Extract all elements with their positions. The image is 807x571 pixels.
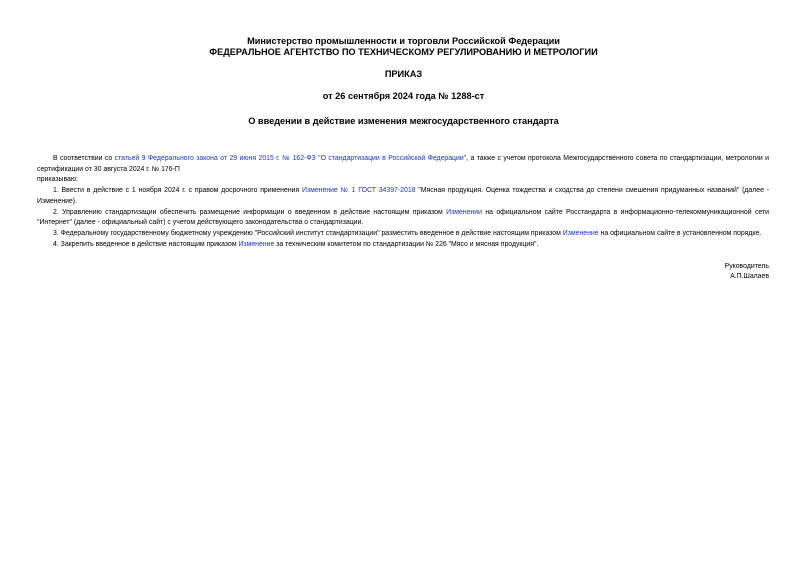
federal-law-link[interactable]: статьей 9 Федерального закона от 29 июня 2015 г. № 162-ФЗ "О стандартизации в Российской Федерации" <box>114 155 467 162</box>
signatory-name: А.П.Шалаев <box>730 273 769 280</box>
document-title: О введении в действие изменения межгосударственного стандарта <box>248 116 559 126</box>
amendment-link-2[interactable]: Изменении <box>446 208 482 216</box>
item-3-paragraph <box>37 229 769 240</box>
order-title: ПРИКАЗ <box>384 69 423 79</box>
item-2-paragraph <box>37 208 769 229</box>
item-1-text: 1. Ввести в действие с 1 ноября 2024 г. с правом досрочного применения <box>53 187 302 195</box>
order-date: от 26 сентября 2024 года № 1288-ст <box>322 91 485 101</box>
item-3-text-continued: на официальном сайте в установленном порядке. <box>598 229 762 237</box>
item-2-text-continued: на официальном сайте Росстандарта в информационно-телекоммуникационной сети "Интернет" (далее - официальный сайт) с учетом действующего законодательства о стандартизации. <box>37 208 770 227</box>
preamble-text: В соответствии со <box>53 155 115 162</box>
item-4-text-continued: за техническим комитетом по стандартизации № 226 "Мясо и мясная продукция". <box>274 240 539 248</box>
item-3-text: 3. Федеральному государственному бюджетному учреждению "Российский институт стандартизации" разместить введенное в действие настоящим приказом <box>53 229 563 237</box>
item-4-paragraph <box>37 240 769 251</box>
agency-name: ФЕДЕРАЛЬНОЕ АГЕНТСТВО ПО ТЕХНИЧЕСКОМУ РЕГУЛИРОВАНИЮ И МЕТРОЛОГИИ <box>209 47 598 57</box>
document-body <box>37 154 769 250</box>
ministry-name: Министерство промышленности и торговли Российской Федерации <box>247 36 560 46</box>
amendment-link-3[interactable]: Изменение <box>562 229 599 237</box>
item-1-text-continued: "Мясная продукция. Оценка тождества и сходства до степени смешения придуманных названий" (далее - Изменение). <box>37 187 769 205</box>
signatory-position: Руководитель <box>724 263 769 270</box>
item-2-text: 2. Управлению стандартизации обеспечить размещение информации о введенном в действие настоящим приказом <box>53 208 447 216</box>
gost-amendment-link[interactable]: Изменение № 1 ГОСТ 34397-2018 <box>302 187 416 195</box>
decree-word: приказываю: <box>37 176 78 184</box>
item-4-text: 4. Закрепить введенное в действие настоящим приказом <box>53 240 239 248</box>
item-1-paragraph <box>37 186 769 207</box>
preamble-paragraph <box>37 154 769 175</box>
amendment-link-4[interactable]: Изменение <box>238 240 275 248</box>
preamble-text-continued: , а также с учетом протокола Межгосударственного совета по стандартизации, метрологии и сертификации от 30 августа 2024 г. № 176-П <box>37 155 769 173</box>
